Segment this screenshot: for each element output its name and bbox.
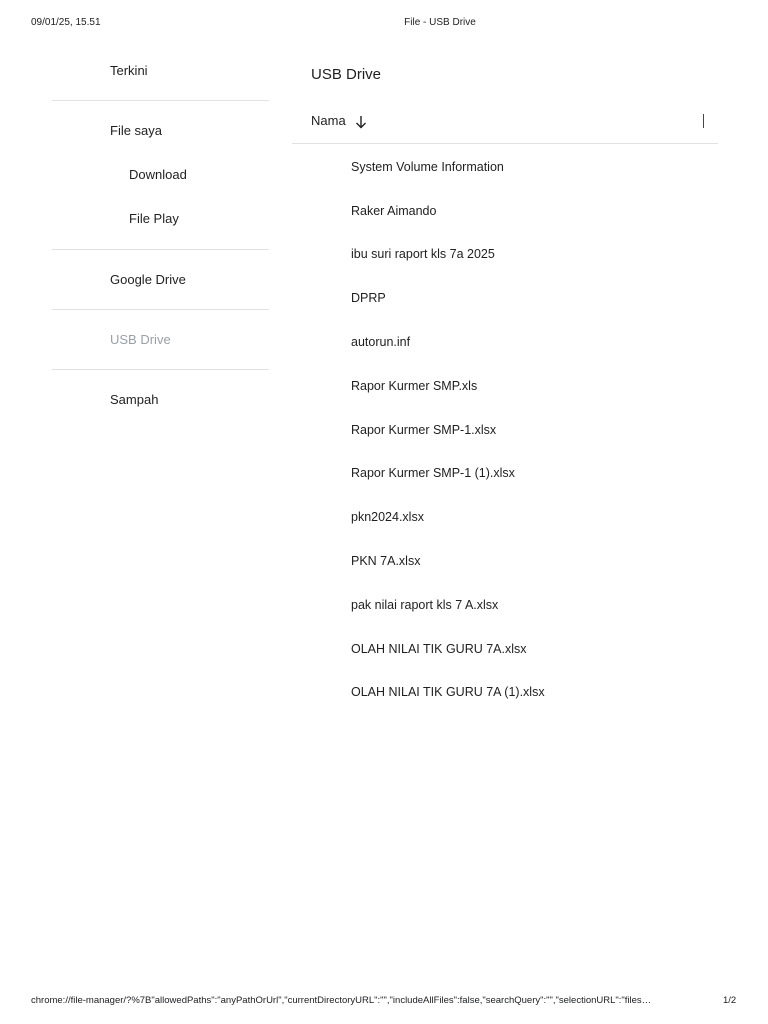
sidebar-item-trash[interactable] (52, 379, 269, 419)
list-item[interactable] (292, 276, 718, 320)
sidebar-item-my-files[interactable] (52, 110, 269, 150)
page-number: 1/2 (723, 995, 737, 1006)
sidebar-item-label: Terkini (110, 62, 148, 78)
sidebar-divider (52, 249, 269, 250)
print-url: chrome://file-manager/?%7B"allowedPaths":"anyPathOrUrl","currentDirectoryURL":"","includeAllFiles":false,"searchQuery":"","selectionURL":"files… (31, 995, 652, 1006)
page-title: USB Drive (311, 65, 382, 83)
list-item[interactable] (292, 495, 718, 539)
list-item[interactable] (292, 233, 718, 277)
sidebar-item-label: USB Drive (110, 331, 171, 347)
sidebar-item-label: Download (129, 166, 187, 182)
column-resize-handle[interactable] (703, 114, 704, 128)
list-item[interactable] (292, 145, 718, 189)
file-name: OLAH NILAI TIK GURU 7A.xlsx (351, 641, 527, 656)
column-header-label: Nama (311, 113, 346, 128)
list-item[interactable] (292, 189, 718, 233)
print-title: File - USB Drive (404, 17, 476, 28)
list-item[interactable] (292, 671, 718, 715)
list-item[interactable] (292, 364, 718, 408)
sidebar-item-label: Sampah (110, 391, 159, 407)
file-name: Rapor Kurmer SMP-1.xlsx (351, 422, 497, 437)
sidebar-item-label: File saya (110, 122, 163, 138)
file-list (292, 144, 718, 714)
file-name: Rapor Kurmer SMP.xls (351, 378, 478, 393)
file-list-panel (292, 50, 718, 714)
sidebar (52, 50, 269, 419)
file-name: pak nilai raport kls 7 A.xlsx (351, 597, 499, 612)
file-name: ibu suri raport kls 7a 2025 (351, 247, 495, 262)
print-footer (0, 995, 768, 1009)
file-name: System Volume Information (351, 159, 504, 174)
list-item[interactable] (292, 539, 718, 583)
column-header-name[interactable] (292, 98, 718, 144)
file-name: Raker Aimando (351, 203, 437, 218)
sidebar-item-play-files[interactable] (52, 198, 269, 238)
sidebar-divider (52, 369, 269, 370)
print-datetime: 09/01/25, 15.51 (31, 17, 101, 28)
list-item[interactable] (292, 627, 718, 671)
list-item[interactable] (292, 452, 718, 496)
arrow-down-icon (355, 115, 367, 129)
list-item[interactable] (292, 320, 718, 364)
sidebar-divider (52, 309, 269, 310)
sidebar-divider (52, 100, 269, 101)
file-name: Rapor Kurmer SMP-1 (1).xlsx (351, 466, 515, 481)
sidebar-item-label: File Play (129, 210, 179, 226)
sidebar-item-usb-drive[interactable] (52, 319, 269, 359)
file-name: pkn2024.xlsx (351, 510, 424, 525)
list-item[interactable] (292, 408, 718, 452)
sidebar-item-downloads[interactable] (52, 154, 269, 194)
print-header (0, 17, 768, 31)
sidebar-item-google-drive[interactable] (52, 259, 269, 299)
file-name: PKN 7A.xlsx (351, 554, 421, 569)
file-name: DPRP (351, 291, 386, 306)
sidebar-item-label: Google Drive (110, 271, 186, 287)
file-name: OLAH NILAI TIK GURU 7A (1).xlsx (351, 685, 545, 700)
sidebar-item-recent[interactable] (52, 50, 269, 90)
file-name: autorun.inf (351, 335, 411, 350)
list-item[interactable] (292, 583, 718, 627)
